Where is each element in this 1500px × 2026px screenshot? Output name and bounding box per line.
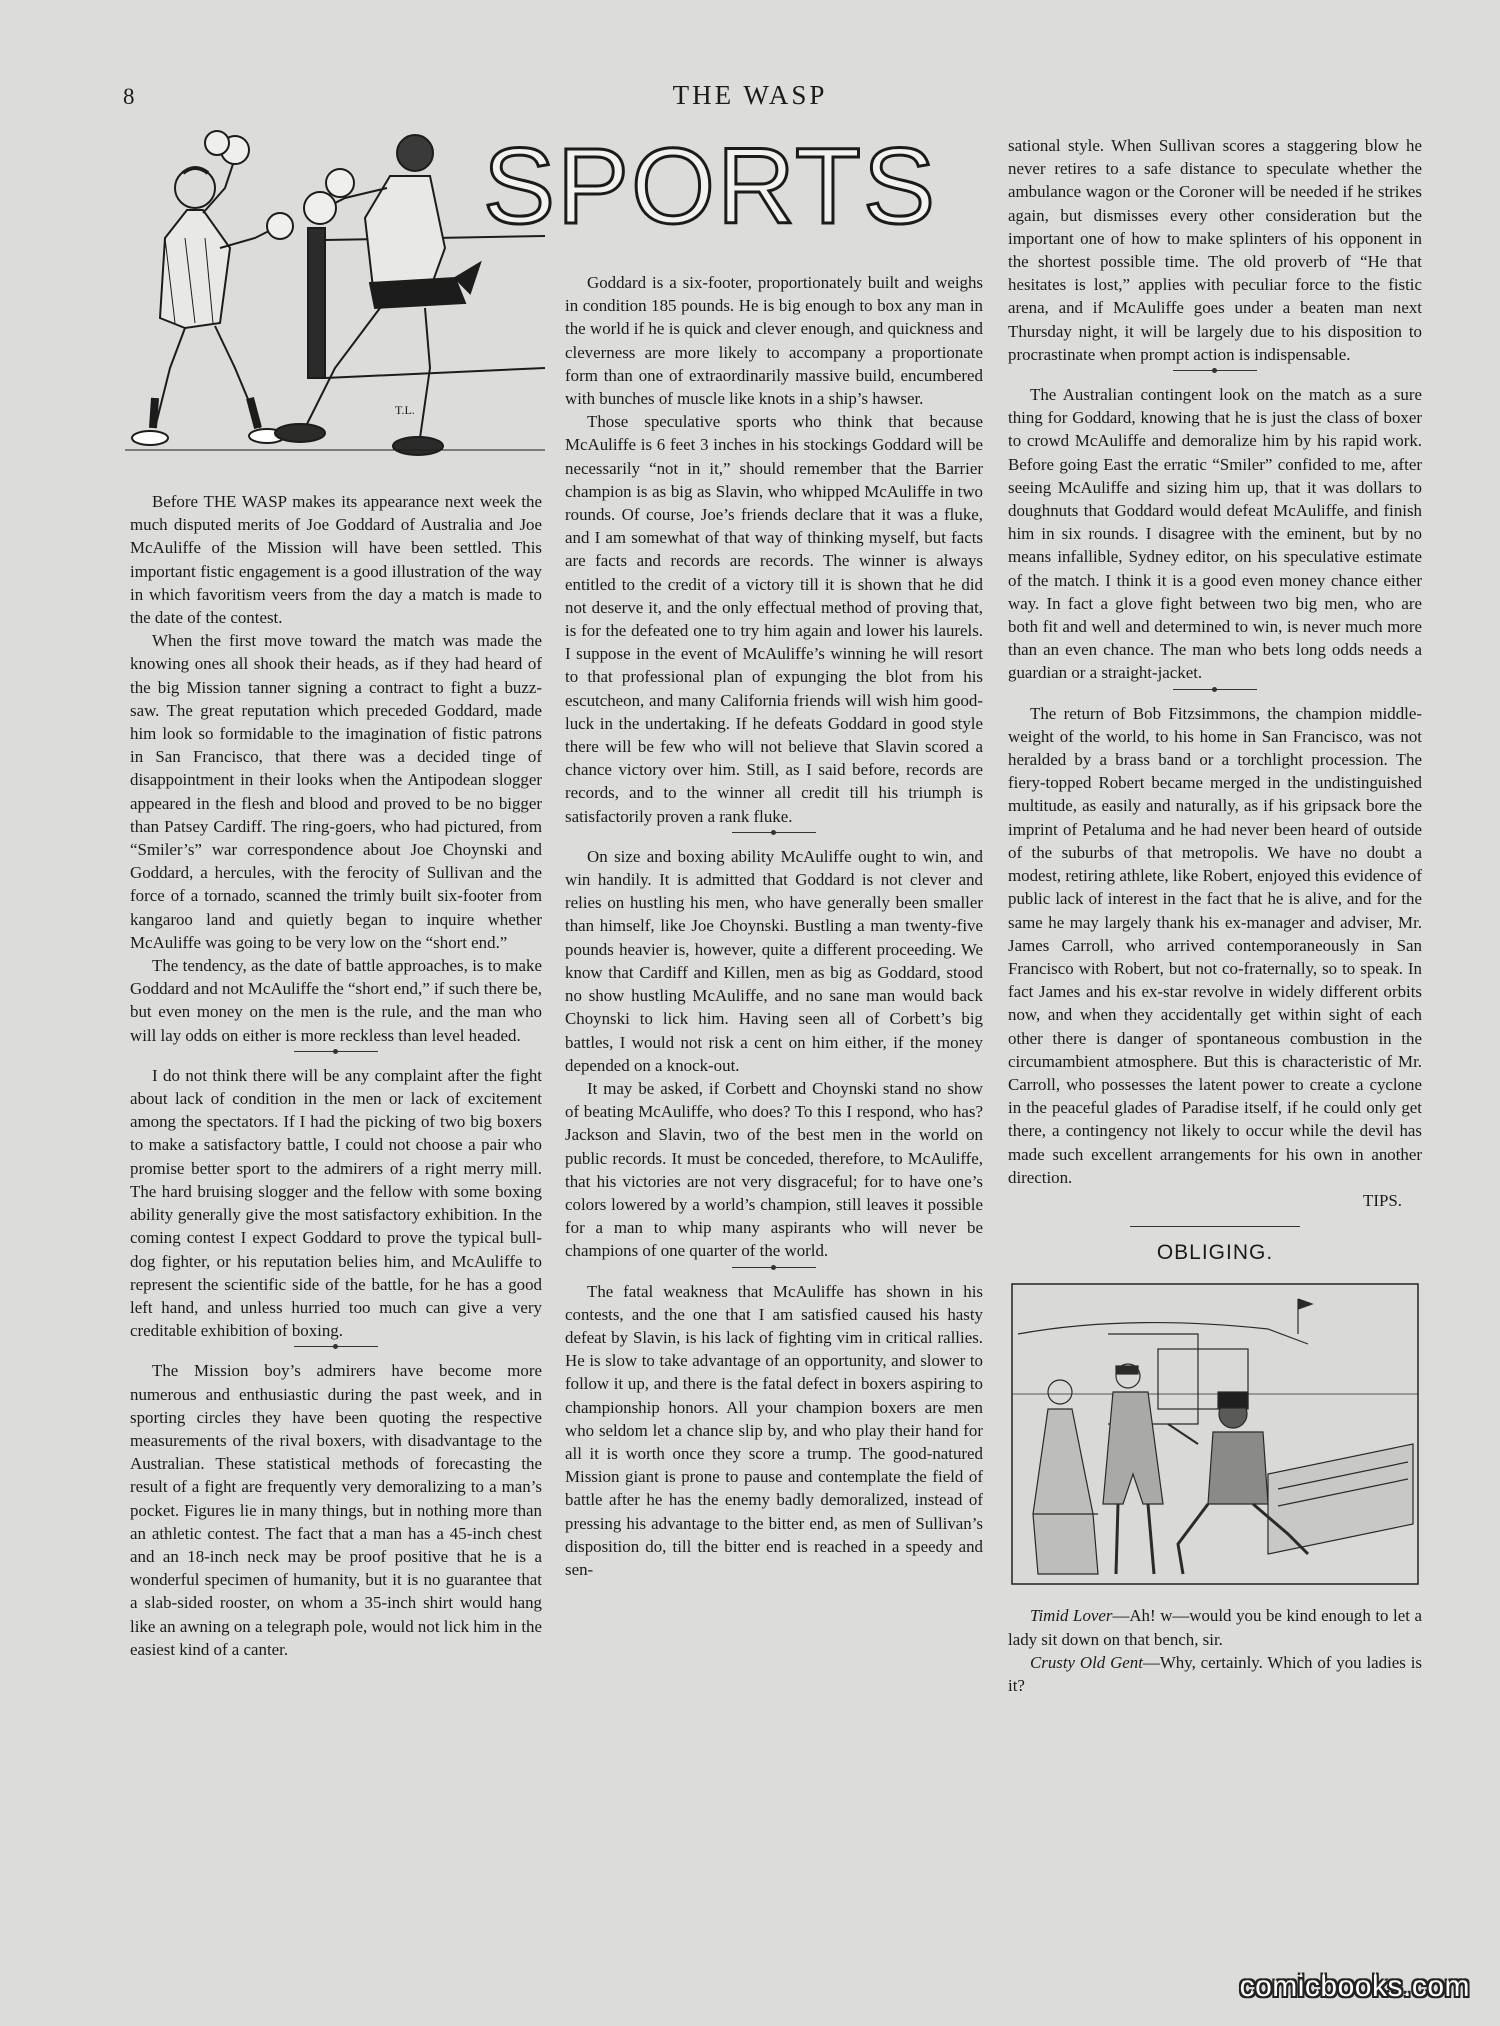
- paragraph: The tendency, as the date of battle approaches, is to make Goddard and not McAuliffe the “short end,” if such there be, but even money on the men is the rule, and the man who will lay odds on either is more reckless than level headed.: [130, 956, 542, 1045]
- dialogue-text: —Why, certainly. Which of you ladies is it?: [1008, 1652, 1422, 1695]
- section-divider: [1173, 689, 1257, 690]
- section-divider: [1173, 370, 1257, 371]
- paragraph: When the first move toward the match was made the knowing ones all shook their heads, as if they had heard of the big Mission tanner signing a contract to fight a buzz-saw. The great reputation which preceded Goddard, made him look so formidable to the imagination of fistic patrons in San Francisco, that there was a decided tinge of disappointment in their looks when the Antipodean slogger appeared in the flesh and blood and proved to be no bigger than Patsey Cardiff. The ring-goers, who had pictured, from “Smiler’s” war correspondence about Joe Choynski and Goddard, a hercules, with the ferocity of Sullivan and the force of a tornado, scanned the trimly built six-footer from kangaroo land and quietly began to inquire whether McAuliffe was going to be very low on the “short end.”: [130, 631, 542, 952]
- paragraph: It may be asked, if Corbett and Choynski stand no show of beating McAuliffe, who does? To this I respond, who has? Jackson and Slavin, two of the best men in the world on public records. It must be conceded, therefore, to McAuliffe, that his victories are not very disgraceful; for to have one’s colors lowered by a world’s champion, still leaves it possible for a man to whip many aspirants who will never be champions of one quarter of the world.: [565, 1078, 983, 1261]
- section-divider: [1130, 1226, 1300, 1227]
- paragraph: sational style. When Sullivan scores a staggering blow he never retires to a safe distance to speculate whether the ambulance wagon or the Coroner will be needed if he strikes again, but dismisses every other consideration but the important one of how to make splinters of his opponent in the shortest possible time. The old proverb of “He that hesitates is lost,” applies with peculiar force to the fistic arena, and if McAuliffe goes under a beaten man next Thursday night, it will be largely due to his disposition to procrastinate when prompt action is indispensable.: [1008, 136, 1422, 364]
- paragraph: Before THE WASP makes its appearance next week the much disputed merits of Joe Goddard of Australia and Joe McAuliffe of the Mission will have been settled. This important fistic engagement is a good illustration of the way in which favoritism veers from the day a match is made to the date of the contest.: [130, 492, 542, 628]
- cartoon-dialogue-1: [1008, 1604, 1422, 1650]
- sports-headline: [482, 125, 938, 248]
- article-column-3: [1008, 134, 1422, 1697]
- section-divider: [294, 1346, 378, 1347]
- author-signature: TIPS.: [1363, 1190, 1402, 1210]
- cartoon-title: OBLIGING.: [1156, 1241, 1274, 1265]
- paragraph: Goddard is a six-footer, proportionately built and weighs in condition 185 pounds. He is big enough to box any man in the world if he is quick and clever enough, and quickness and cleverness are more likely to accompany a proportionate form than one of extraordinarily massive build, encumbered with bunches of muscle like knots in a ship’s hawser.: [565, 273, 983, 409]
- headline-text: SPORTS: [482, 125, 938, 246]
- cartoon-illustration: [1008, 1274, 1422, 1594]
- article-column-1: [130, 490, 542, 1661]
- section-divider: [732, 1267, 816, 1268]
- watermark: comicbooks.com: [1239, 1970, 1470, 2003]
- speaker-label: Timid Lover: [1030, 1606, 1113, 1626]
- paragraph: The fatal weakness that McAuliffe has shown in his contests, and the one that I am satisfied caused his hasty defeat by Slavin, is his lack of fighting vim in critical rallies. He is slow to take advantage of an opportunity, and slower to follow it up, and there is the fatal defect in boxers aspiring to championship honors. All your champion boxers are men who seldom let a chance slip by, and who play their hand for all it is worth once they score a trump. The good-natured Mission giant is prone to pause and contemplate the field of battle after he has the enemy badly demoralized, instead of pressing his advantage to the bitter end, as men of Sullivan’s disposition do, till the bitter end is reached in a speedy and sen-: [565, 1281, 983, 1579]
- article-column-2: [565, 271, 983, 1581]
- paragraph: The Australian contingent look on the match as a sure thing for Goddard, knowing that he is just the class of boxer to crowd McAuliffe and demoralize him by his rapid work. Before going East the erratic “Smiler” confided to me, after seeing McAuliffe and sizing him up, that it was dollars to doughnuts that Goddard would defeat McAuliffe, and finish him in six rounds. I disagree with the eminent, but by no means infallible, Sydney editor, on his speculative estimate of the match. I think it is a good even money chance either way. In fact a glove fight between two big men, who are both fit and well and determined to win, is never much more than an even chance. The man who bets long odds needs a guardian or a straight-jacket.: [1008, 385, 1422, 683]
- masthead: THE WASP: [672, 80, 828, 110]
- page-number: 8: [123, 84, 135, 109]
- section-divider: [732, 832, 816, 833]
- illustration-credit: T.L.: [395, 403, 415, 417]
- speaker-label: Crusty Old Gent: [1030, 1652, 1143, 1672]
- paragraph: I do not think there will be any complaint after the fight about lack of condition in the men or lack of excitement among the spectators. If I had the picking of two big boxers to make a satisfactory battle, I could not choose a pair who promise better sport to the admirers of a right merry mill. The hard bruising slogger and the fellow with some boxing ability generally give the most satisfactory exhibition. In the coming contest I expect Goddard to prove the typical bull-dog fighter, or his reputation belies him, and McAuliffe to represent the scientific side of the battle, for he has a good left hand, and unless hurried too much can give a very creditable exhibition of boxing.: [130, 1065, 542, 1341]
- section-divider: [294, 1051, 378, 1052]
- dialogue-text: —Ah! w—would you be kind enough to let a lady sit down on that bench, sir.: [1008, 1606, 1422, 1649]
- paragraph: The return of Bob Fitzsimmons, the champion middle-weight of the world, to his home in San Francisco, was not heralded by a brass band or a torchlight procession. The fiery-topped Robert became merged in the undistinguished multitude, as easily and naturally, as if his gripsack bore the imprint of Petaluma and he had never been heard of outside of the suburbs of that metropolis. We have no doubt a modest, retiring athlete, like Robert, enjoyed this evidence of public lack of interest in the fact that he is alive, and for the same he may largely thank his ex-manager and adviser, Mr. James Carroll, who arrived contemporaneously in San Francisco with Robert, but not co-fraternally, so to speak. In fact James and his ex-star revolve in widely different orbits now, and when they accidentally get within sight of each other there is danger of spontaneous combustion in the circumambient atmosphere. But this is characteristic of Mr. Carroll, who possesses the latent power to create a cyclone in the peaceful glades of Paradise itself, if he could only get there, a contingency not likely to occur while the devil has made such excellent arrangements for his own in another direction.: [1008, 703, 1422, 1187]
- cartoon-dialogue-2: [1008, 1651, 1422, 1697]
- paragraph: The Mission boy’s admirers have become more numerous and enthusiastic during the past week, and in sporting circles they have been quoting the respective measurements of the rival boxers, with disadvantage to the Australian. These statistical methods of forecasting the result of a fight are frequently very demoralizing to a man’s pocket. Figures lie in many things, but in nothing more than an athletic contest. The fact that a man has a 45-inch chest and an 18-inch neck may be proof positive that he is a wonderful specimen of humanity, but it is no guarantee that a slab-sided rooster, on whom a 35-inch shirt would hang like an awning on a telegraph pole, would not lick him in the easiest kind of a canter.: [130, 1361, 542, 1659]
- paragraph: On size and boxing ability McAuliffe ought to win, and win handily. It is admitted that Goddard is not clever and relies on hustling his men, who have generally been smaller than himself, like Joe Choynski. Bustling a man twenty-five pounds heavier is, however, quite a different proceeding. We know that Cardiff and Killen, men as big as Goddard, stood no show hustling McAuliffe, and no sane man would back Choynski to lick him. Having seen all of Corbett’s big battles, I would not risk a cent on him either, if the money depended on a knock-out.: [565, 846, 983, 1075]
- paragraph: Those speculative sports who think that because McAuliffe is 6 feet 3 inches in his stockings Goddard will be necessarily “not in it,” should remember that the Barrier champion is as big as Slavin, who whipped McAuliffe in two rounds. Of course, Joe’s friends declare that it was a fluke, and I am somewhat of that way of thinking myself, but facts are facts and records are records. The winner is always entitled to the credit of a victory till it is shown that he did not deserve it, and the only effectual method of proving that, is for the defeated one to try him again and lower his laurels. I suppose in the event of McAuliffe’s winning he will resort to that professional plan of expunging the blot from his escutcheon, and many California friends will wish him good-luck in the undertaking. If he defeats Goddard in good style there will be few who will not believe that Slavin scored a chance victory over him. Still, as I said before, records are records, and to the winner all credit till his triumph is satisfactorily proven a rank fluke.: [565, 412, 983, 826]
